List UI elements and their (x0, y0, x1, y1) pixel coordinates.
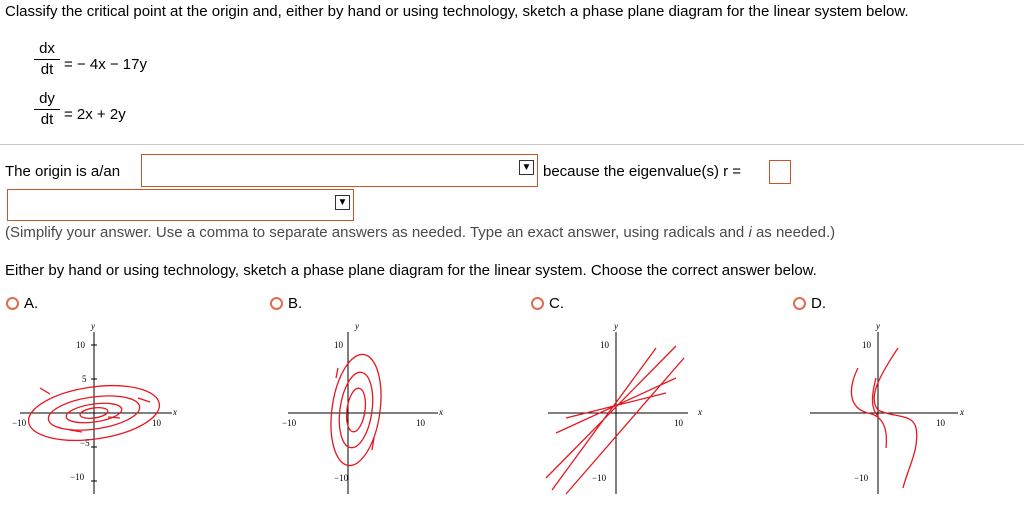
graph-c-tick-10: 10 (600, 340, 609, 350)
option-a-radio[interactable] (6, 297, 19, 310)
graph-a-tick-5: 5 (82, 374, 87, 384)
graph-b-tick-n10: −10 (334, 473, 349, 483)
answer-hint (5, 224, 835, 241)
dx-dt-fraction (34, 40, 60, 79)
eigenvalue-text: because the eigenvalue(s) r = (543, 163, 742, 180)
graph-b-xtick-10: 10 (416, 418, 425, 428)
classification-dropdown[interactable] (141, 154, 538, 187)
option-c[interactable] (531, 295, 564, 312)
graph-b-phase-plane[interactable] (276, 318, 456, 508)
graph-a-y-label: y (91, 321, 95, 331)
graph-b-x-label: x (439, 407, 443, 417)
dropdown-arrow-icon[interactable]: ▼ (519, 160, 534, 175)
graph-a-xtick-n10: −10 (12, 418, 27, 428)
graph-a-tick-10: 10 (76, 340, 85, 350)
graph-a-tick-n10: −10 (70, 472, 85, 482)
eq1-numerator: dx (39, 40, 55, 57)
graph-a-x-label: x (173, 407, 177, 417)
graph-c-axes (548, 332, 688, 494)
graph-d-phase-plane[interactable] (798, 318, 978, 508)
graph-d-xtick-10: 10 (936, 418, 945, 428)
option-d-radio[interactable] (793, 297, 806, 310)
question-prompt: Classify the critical point at the origin and, either by hand or using technology, sketch a phase plane diagram for the linear system below. (5, 3, 909, 20)
eq2-denominator: dt (40, 111, 54, 128)
option-b-label: B. (288, 295, 303, 312)
hint-text-after: as needed.) (751, 224, 836, 241)
graph-b-xtick-n10: −10 (282, 418, 297, 428)
graph-d-tick-n10: −10 (854, 473, 869, 483)
graph-b-y-label: y (355, 321, 359, 331)
option-c-radio[interactable] (531, 297, 544, 310)
option-d-label: D. (811, 295, 826, 312)
option-a[interactable] (6, 295, 38, 312)
graph-b-trajectories (324, 351, 387, 469)
eq2-numerator: dy (39, 90, 55, 107)
graph-c-y-label: y (614, 321, 618, 331)
graph-a-axes (20, 332, 172, 494)
option-d[interactable] (793, 295, 826, 312)
graph-a-phase-plane[interactable] (10, 318, 190, 508)
graph-c-phase-plane[interactable] (536, 318, 716, 508)
dropdown-arrow-icon[interactable]: ▼ (335, 195, 350, 210)
graph-b-axes (288, 332, 438, 494)
graph-c-xtick-10: 10 (674, 418, 683, 428)
eigen-type-dropdown[interactable] (7, 189, 354, 221)
hint-text-before: (Simplify your answer. Use a comma to separate answers as needed. Type an exact answer, using radicals and (5, 224, 749, 241)
graph-b-tick-10: 10 (334, 340, 343, 350)
hint-imaginary-i: i (748, 224, 752, 241)
graph-d-tick-10: 10 (862, 340, 871, 350)
origin-lead-text: The origin is a/an (5, 163, 121, 180)
option-b[interactable] (270, 295, 302, 312)
option-a-label: A. (24, 295, 39, 312)
eq1-rhs: = − 4x − 17y (64, 56, 147, 73)
option-b-radio[interactable] (270, 297, 283, 310)
graph-a-xtick-10: 10 (152, 418, 161, 428)
graph-c-x-label: x (698, 407, 702, 417)
eq2-rhs: = 2x + 2y (64, 106, 126, 123)
graph-d-y-label: y (876, 321, 880, 331)
divider (0, 144, 1024, 145)
eigenvalue-input[interactable] (769, 160, 791, 184)
phase-plane-instruction: Either by hand or using technology, sketch a phase plane diagram for the linear system. Choose the correct answer below. (5, 262, 817, 279)
graph-d-x-label: x (960, 407, 964, 417)
eq1-denominator: dt (40, 61, 54, 78)
graph-d-trajectories (851, 348, 916, 488)
graph-a-tick-n5: −5 (80, 438, 90, 448)
graph-c-trajectories (546, 346, 684, 494)
option-c-label: C. (549, 295, 564, 312)
graph-c-tick-n10: −10 (592, 473, 607, 483)
dy-dt-fraction (34, 90, 60, 129)
